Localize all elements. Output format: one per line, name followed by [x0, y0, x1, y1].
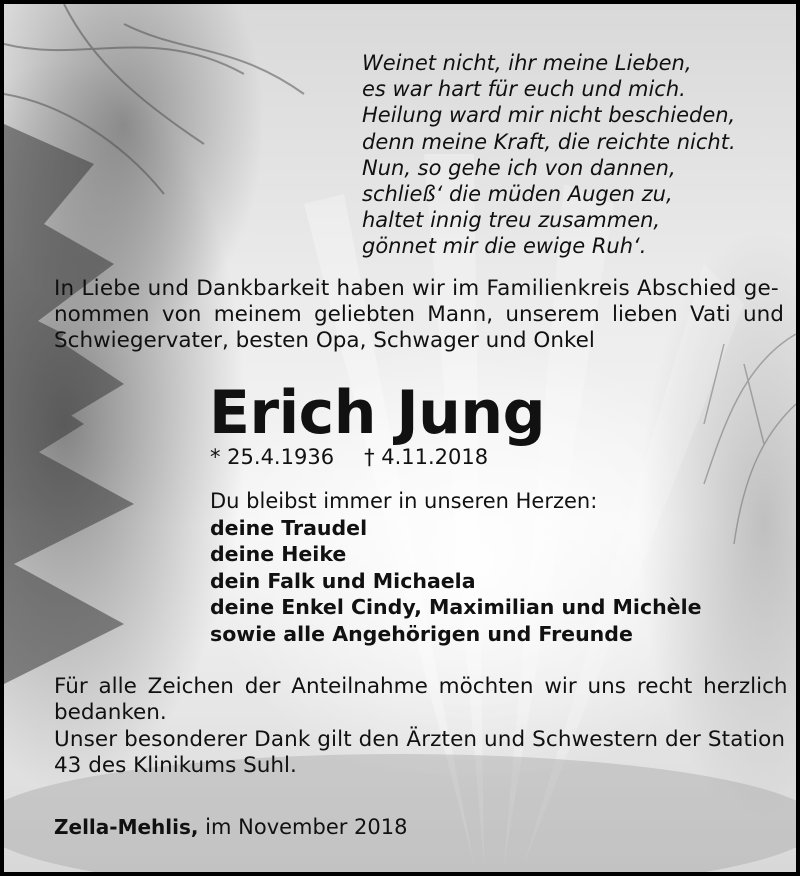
poem-line: gönnet mir die ewige Ruh‘. — [362, 234, 647, 259]
notice-date: im November 2018 — [198, 815, 408, 839]
thanks-line: 43 des Klinikums Suhl. — [54, 752, 297, 778]
deceased-name: Erich Jung — [209, 378, 546, 448]
family-member: deine Heike — [210, 542, 347, 567]
poem-line: Weinet nicht, ihr meine Lieben, — [362, 51, 692, 75]
family-member: dein Falk und Michaela — [210, 568, 476, 593]
poem-line: denn meine Kraft, die reichte nicht. — [362, 129, 736, 154]
intro-line: In Liebe und Dankbarkeit haben wir im Familienkreis Abschied ge- — [54, 276, 779, 301]
poem-line: Heilung ward mir nicht beschieden, — [362, 103, 736, 128]
intro-line: nommen von meinem geliebten Mann, unserem lieben Vati und — [54, 302, 784, 327]
poem-line: schließ‘ die müden Augen zu, — [362, 182, 673, 207]
life-dates — [210, 444, 488, 470]
family-member: deine Traudel — [210, 515, 368, 540]
poem-line: haltet innig treu zusammen, — [362, 208, 661, 233]
death-date: † 4.11.2018 — [364, 445, 489, 469]
birth-date: * 25.4.1936 — [210, 445, 335, 469]
place-name: Zella-Mehlis, — [54, 815, 199, 839]
family-member: deine Enkel Cindy, Maximilian und Michèle — [210, 595, 702, 620]
thanks-line: Unser besonderer Dank gilt den Ärzten und Schwestern der Station — [54, 726, 786, 752]
poem — [362, 50, 736, 260]
tree-left — [4, 124, 134, 684]
intro-line: Schwiegervater, besten Opa, Schwager und Onkel — [54, 328, 595, 353]
thanks-line: Für alle Zeichen der Anteilnahme möchten wir uns recht herzlich — [54, 674, 788, 699]
family-signature — [210, 488, 702, 648]
intro-text — [54, 276, 784, 354]
poem-line: Nun, so gehe ich von dannen, — [362, 155, 676, 180]
poem-line: es war hart für euch und mich. — [362, 77, 686, 102]
family-heading: Du bleibst immer in unseren Herzen: — [210, 489, 598, 513]
place-date-footer — [54, 814, 408, 840]
thanks-text — [54, 674, 788, 779]
thanks-line: bedanken. — [54, 700, 167, 726]
family-member: sowie alle Angehörigen und Freunde — [210, 621, 633, 646]
